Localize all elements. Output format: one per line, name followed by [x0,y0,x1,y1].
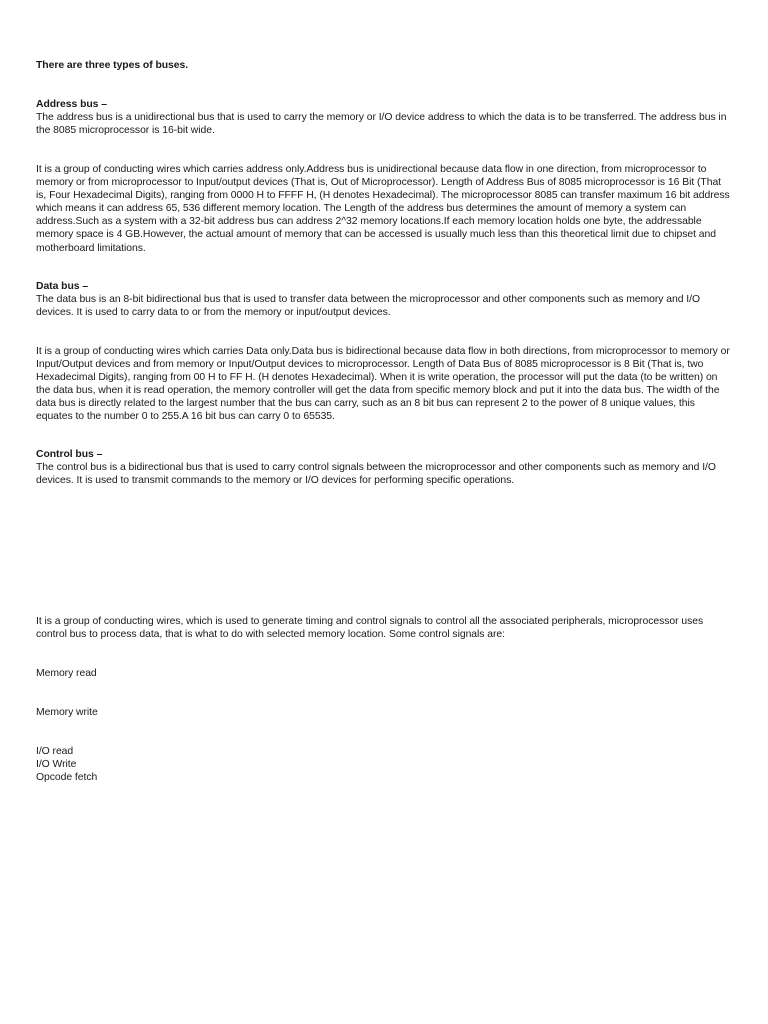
address-bus-paragraph-1: The address bus is a unidirectional bus that is used to carry the memory or I/O device address to which the data is to be transferred. The address bus in the 8085 microprocessor is 16-bit wide. [36,112,727,137]
control-signal-item: Memory write [36,707,98,718]
data-bus-paragraph-2: It is a group of conducting wires which carries Data only.Data bus is bidirectional because data flow in both directions, from microprocessor to memory or Input/Output devices and from memory or Input/Output devices to microprocessor. Length of Data Bus of 8085 microprocessor is 8 Bit (That is, two Hexadecimal Digits), ranging from 00 H to FF H. (H denotes Hexadecimal). When it is write operation, the processor will put the data (to be written) on the data bus, when it is read operation, the memory controller will get the data from specific memory block and put it into the data bus. The width of the data bus is directly related to the largest number that the bus can carry, such as an 8 bit bus can represent 2 to the power of 8 unique values, this equates to the number 0 to 255.A 16 bit bus can carry 0 to 65535. [36,346,730,423]
control-signal-item: I/O Write [36,759,77,770]
data-bus-heading: Data bus – [36,281,89,292]
address-bus-heading: Address bus – [36,99,107,110]
control-signal-item: Opcode fetch [36,772,98,783]
control-bus-heading: Control bus – [36,449,103,460]
control-bus-paragraph-2: It is a group of conducting wires, which is used to generate timing and control signals to control all the associated peripherals, microprocessor uses control bus to process data, that is what to do with selected memory location. Some control signals are: [36,616,704,641]
control-signal-item: Memory read [36,668,97,679]
address-bus-paragraph-2: It is a group of conducting wires which carries address only.Address bus is unidirectional because data flow in one direction, from microprocessor to memory or from microprocessor to Input/output devices (That is, Out of Microprocessor). Length of Address Bus of 8085 microprocessor is 16 Bit (That is, Four Hexadecimal Digits), ranging from 0000 H to FFFF H, (H denotes Hexadecimal). The microprocessor 8085 can transfer maximum 16 bit address which means it can address 65, 536 different memory location. The Length of the address bus determines the amount of memory a system can address.Such as a system with a 32-bit address bus can address 2^32 memory locations.If each memory location holds one byte, the addressable memory space is 4 GB.However, the actual amount of memory that can be accessed is usually much less than this theoretical limit due to chipset and motherboard limitations. [36,164,730,254]
data-bus-paragraph-1: The data bus is an 8-bit bidirectional bus that is used to transfer data between the microprocessor and other components such as memory and I/O devices. It is used to carry data to or from the memory or input/output devices. [36,294,700,319]
intro-text: There are three types of buses. [36,60,189,71]
control-bus-paragraph-1: The control bus is a bidirectional bus that is used to carry control signals between the microprocessor and other components such as memory and I/O devices. It is used to transmit commands to the memory or I/O devices for performing specific operations. [36,462,716,487]
control-signal-item: I/O read [36,746,74,757]
document-page [36,0,734,1024]
